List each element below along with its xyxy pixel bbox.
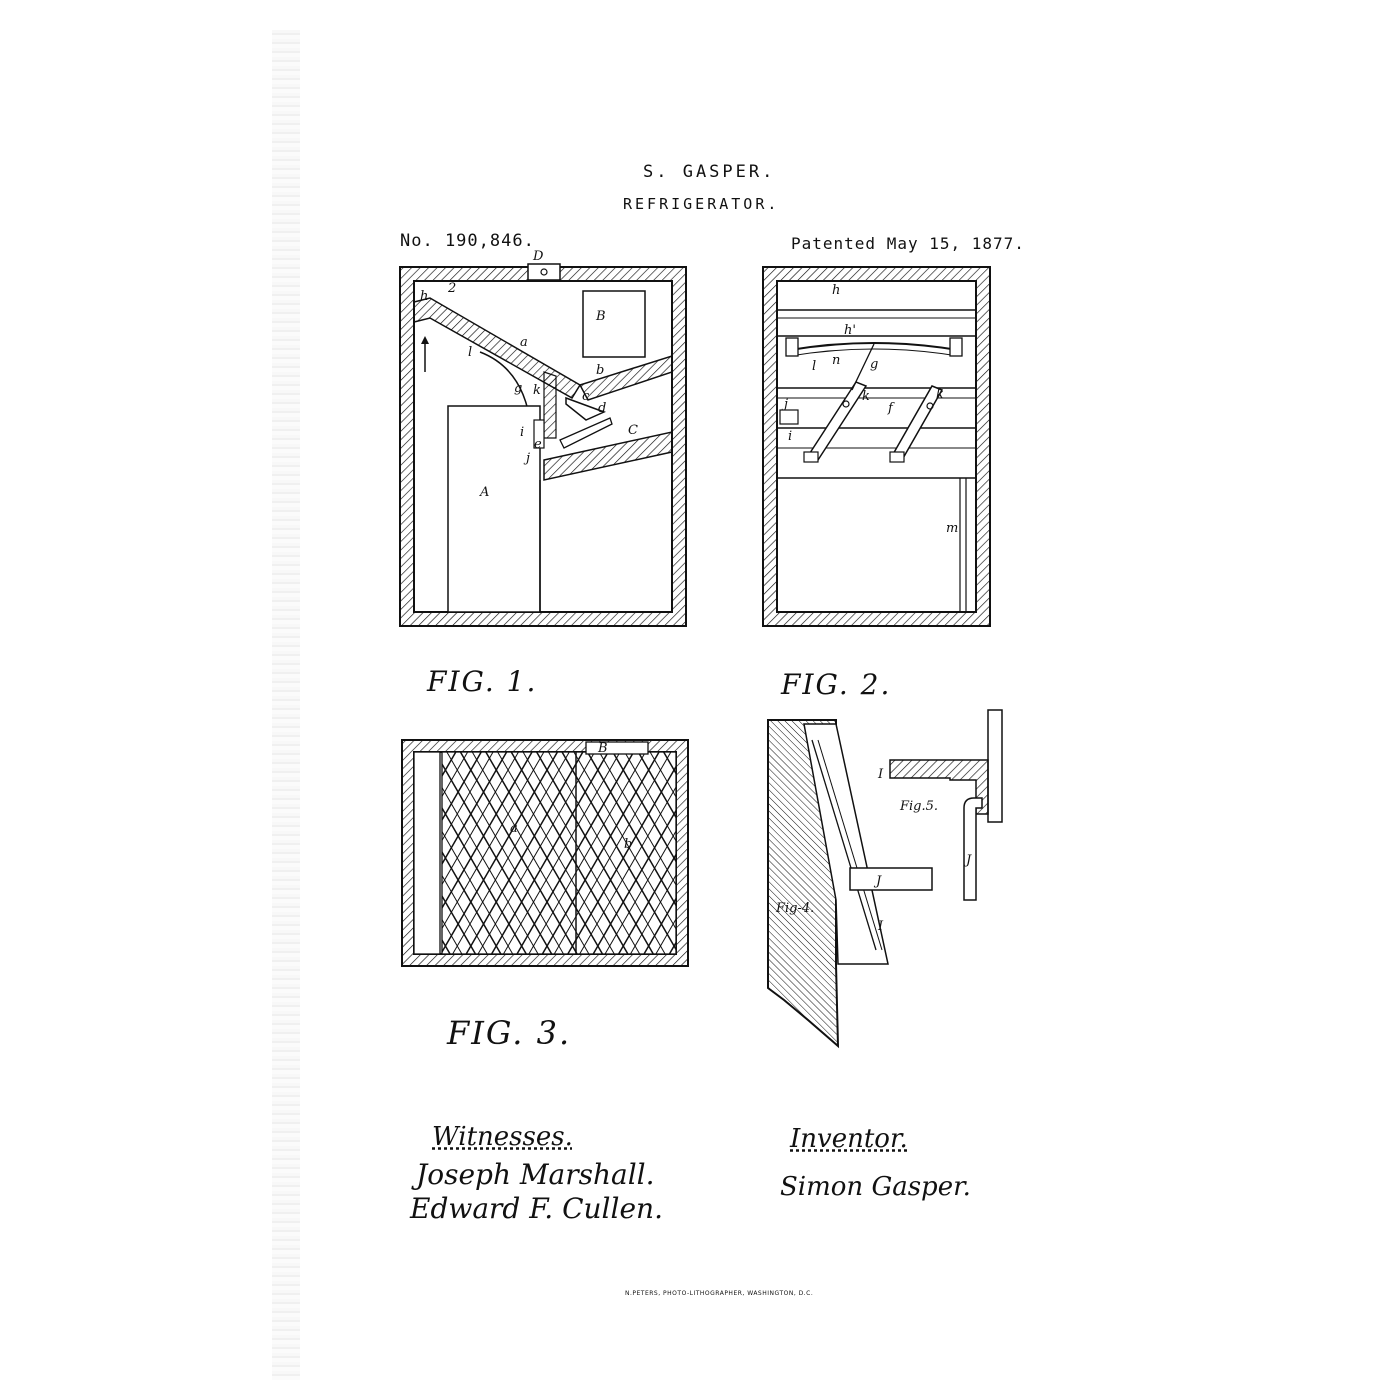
patent-title: REFRIGERATOR.	[623, 195, 780, 213]
figure-3-drawing	[402, 740, 688, 966]
fig2-label-k2: k	[936, 387, 944, 402]
fig1-label-A: A	[480, 485, 490, 500]
inventor-signature: Simon Gasper.	[780, 1172, 971, 1202]
patent-number: No. 190,846.	[400, 231, 535, 251]
fig1-label-h: h	[420, 289, 429, 304]
fig1-label-d: d	[598, 401, 607, 416]
fig3-label-b: b	[624, 837, 633, 852]
fig2-label-n: n	[832, 353, 841, 368]
fig1-label-j: j	[526, 451, 531, 466]
patent-date: Patented May 15, 1877.	[791, 234, 1025, 253]
witnesses-heading: Witnesses.	[432, 1122, 573, 1152]
fig4-caption: Fig-4.	[776, 901, 815, 916]
figure-1-caption: FIG. 1.	[427, 665, 538, 698]
figure-2-labels	[781, 283, 958, 536]
fig2-label-m: m	[946, 521, 959, 536]
fig1-label-C: C	[628, 423, 638, 438]
fig1-label-2: 2	[448, 281, 457, 296]
fig1-label-D: D	[533, 249, 544, 264]
fig1-label-l: l	[468, 345, 473, 360]
fig2-label-h: h	[832, 283, 841, 298]
fig1-label-e: e	[534, 437, 542, 452]
fig2-label-i: i	[788, 429, 793, 444]
figure-2-caption: FIG. 2.	[781, 668, 892, 701]
fig1-label-k: k	[533, 383, 541, 398]
fig3-label-a: a	[510, 821, 518, 836]
fig1-label-c: c	[582, 389, 590, 404]
fig2-label-h1: h'	[844, 323, 856, 338]
figure-1-drawing	[400, 264, 686, 626]
fig1-label-a: a	[520, 335, 528, 350]
inventor-heading: Inventor.	[790, 1124, 908, 1154]
witness-1-signature: Joseph Marshall.	[416, 1158, 655, 1191]
fig4-label-J: J	[876, 874, 882, 889]
fig1-label-B: B	[596, 309, 606, 324]
fig5-label-I: I	[878, 767, 884, 782]
fig1-label-i: i	[520, 425, 525, 440]
figure-3-caption: FIG. 3.	[447, 1014, 572, 1052]
fig3-label-B: B	[598, 741, 608, 756]
fig2-label-j: j	[784, 397, 789, 412]
fig2-label-l: l	[812, 359, 817, 374]
witness-2-signature: Edward F. Cullen.	[410, 1192, 663, 1225]
fig5-caption: Fig.5.	[900, 799, 939, 814]
fig2-label-f: f	[888, 401, 893, 416]
fig1-label-g: g	[514, 381, 523, 396]
fig2-label-k1: k	[862, 389, 870, 404]
figure-5-labels	[877, 767, 972, 868]
inventor-name-heading: S. GASPER.	[643, 162, 776, 182]
fig2-label-g: g	[870, 357, 879, 372]
figure-2-drawing	[763, 267, 990, 626]
lithographer-credit: N.PETERS, PHOTO-LITHOGRAPHER, WASHINGTON, D.C.	[625, 1290, 814, 1297]
fig1-label-b: b	[596, 363, 605, 378]
fig5-label-J: J	[966, 853, 972, 868]
fig4-label-I: I	[878, 919, 884, 934]
